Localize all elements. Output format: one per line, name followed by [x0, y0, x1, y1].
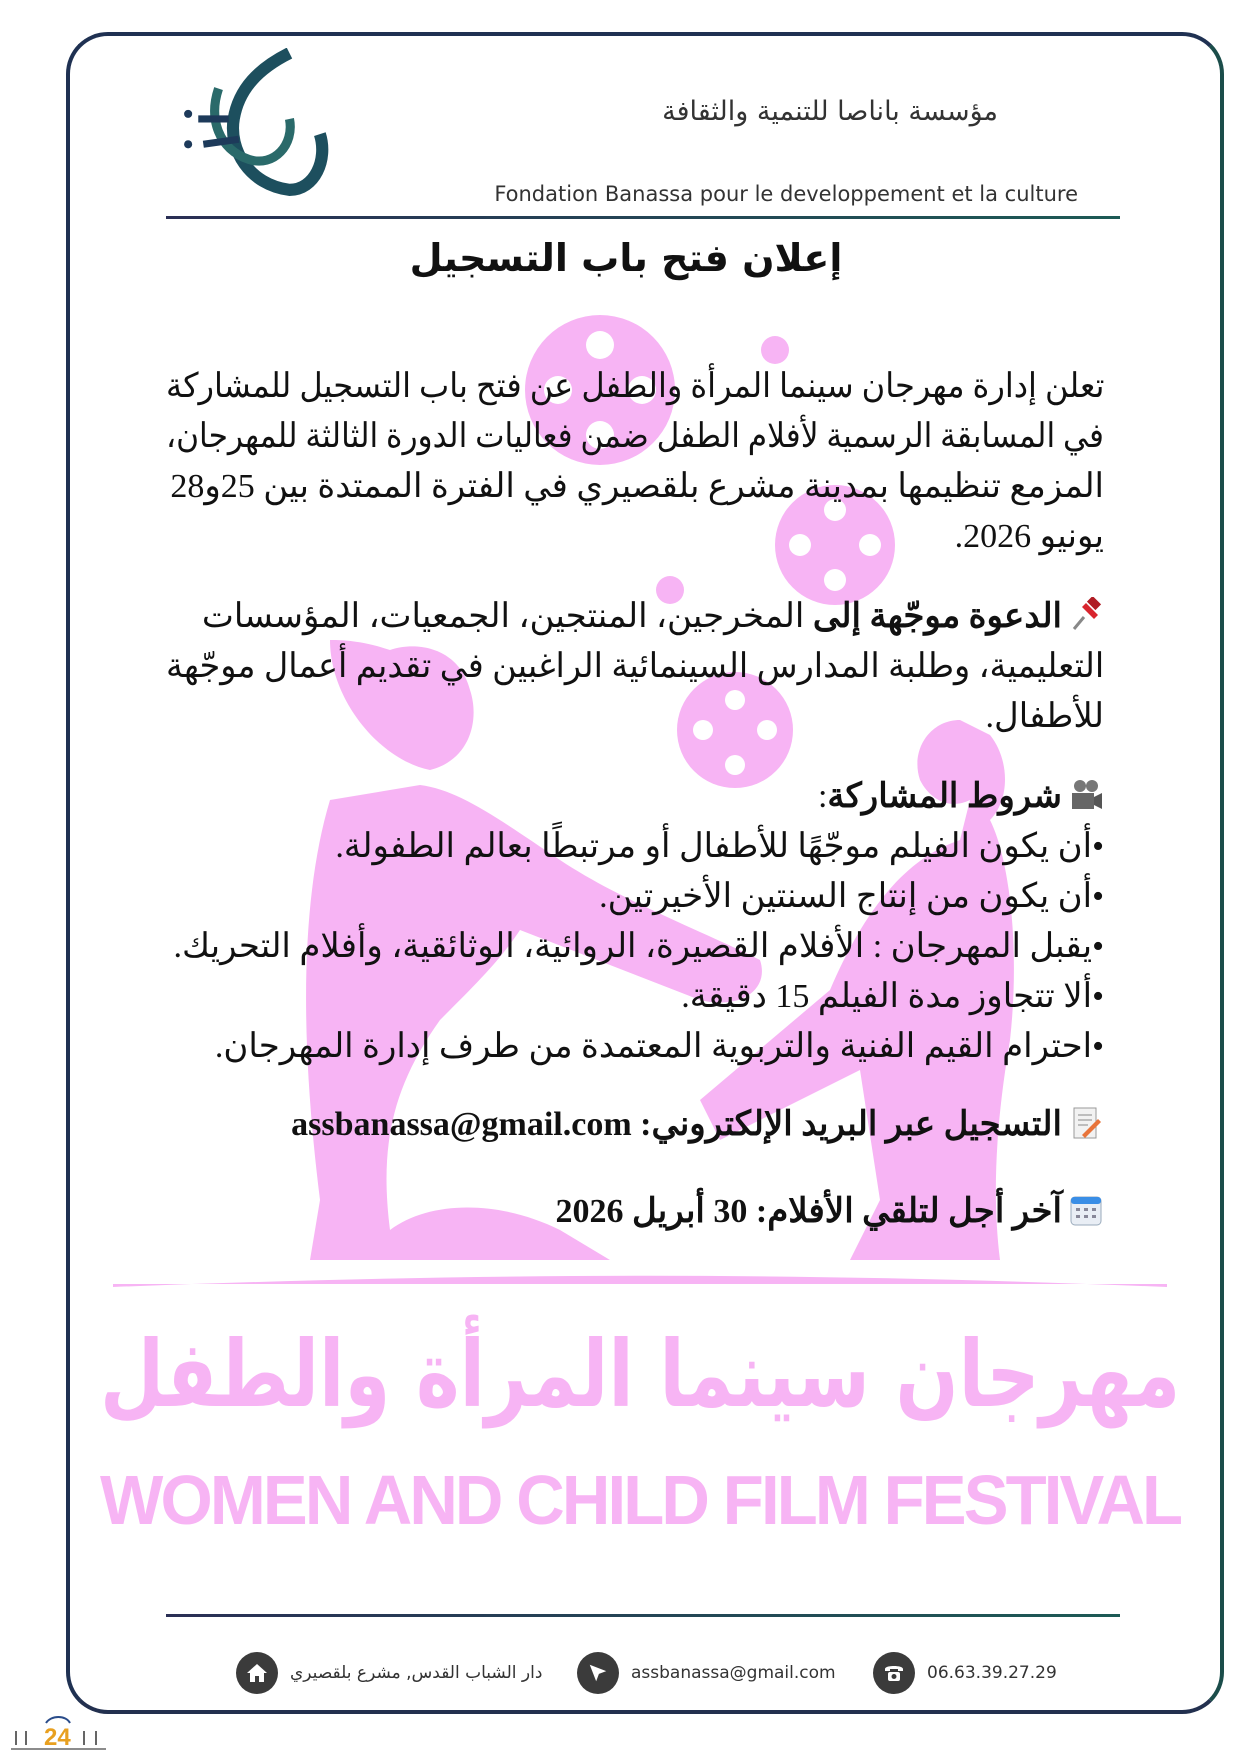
deadline-content: [556, 1187, 1105, 1237]
org-name-french-row: [438, 182, 1078, 206]
condition-item: •احترام القيم الفنية والتربوية المعتمدة من طرف إدارة المهرجان.: [214, 1028, 1104, 1065]
condition-item: •ألا تتجاوز مدة الفيلم 15 دقيقة.: [681, 978, 1104, 1015]
footer-email: [577, 1652, 836, 1694]
org-name-french: Fondation Banassa pour le developpement et la culture: [494, 182, 1078, 206]
intro-paragraph: [166, 362, 1104, 562]
condition-item: •أن يكون الفيلم موجّهًا للأطفال أو مرتبطًا بعالم الطفولة.: [335, 828, 1104, 865]
festival-name-arabic: مهرجان سينما المرأة والطفل: [99, 1321, 1181, 1428]
footer-email-text[interactable]: assbanassa@gmail.com: [631, 1663, 836, 1683]
calendar-icon: [1068, 1192, 1104, 1228]
header-divider: [166, 216, 1120, 219]
condition-item: •أن يكون من إنتاج السنتين الأخيرتين.: [599, 878, 1104, 915]
banassa-logo: [178, 48, 330, 200]
pushpin-icon: [1068, 597, 1104, 633]
footer-phone: [873, 1652, 1057, 1694]
memo-icon: [1068, 1105, 1104, 1141]
org-name-arabic: مؤسسة باناصا للتنمية والثقافة: [662, 96, 998, 127]
phone-text: 06.63.39.27.29: [927, 1663, 1057, 1683]
intro-line: يونيو 2026.: [954, 518, 1104, 555]
invitation-first-line: [202, 592, 1104, 642]
deadline-line: [166, 1187, 1104, 1237]
phone-icon: [873, 1652, 915, 1694]
send-icon: [577, 1652, 619, 1694]
registration-email[interactable]: assbanassa@gmail.com: [291, 1106, 632, 1143]
registration-line: [166, 1100, 1104, 1150]
page-title-row: [166, 236, 1086, 286]
deadline-date: 30 أبريل 2026: [555, 1193, 748, 1230]
festival-name-english-row: [100, 1462, 1180, 1538]
film-camera-icon: [1068, 777, 1104, 813]
invitation-paragraph: [166, 592, 1104, 742]
invitation-line: للأطفال.: [985, 698, 1104, 735]
conditions-section: [166, 772, 1104, 1072]
footer-divider: [166, 1614, 1120, 1617]
conditions-heading-line: [818, 772, 1104, 822]
intro-line: تعلن إدارة مهرجان سينما المرأة والطفل عن فتح باب التسجيل للمشاركة: [165, 368, 1104, 405]
invitation-bold: الدعوة موجّهة إلى: [812, 598, 1062, 635]
org-name-arabic-row: [400, 96, 998, 136]
home-icon: [236, 1652, 278, 1694]
intro-line: في المسابقة الرسمية لأفلام الطفل ضمن فعاليات الدورة الثالثة للمهرجان،: [166, 418, 1104, 455]
page-title: إعلان فتح باب التسجيل: [409, 236, 843, 280]
intro-line: المزمع تنظيمها بمدينة مشرع بلقصيري في الفترة الممتدة بين 25و28: [170, 468, 1104, 505]
site-watermark: [6, 1715, 116, 1755]
address-text: دار الشباب القدس, مشرع بلقصيري: [290, 1663, 543, 1683]
festival-name-arabic-row: [100, 1315, 1180, 1435]
deadline-label: آخر أجل لتلقي الأفلام:: [755, 1193, 1062, 1230]
conditions-heading-colon: :: [817, 778, 828, 815]
condition-item: •يقبل المهرجان : الأفلام القصيرة، الروائية، الوثائقية، وأفلام التحريك.: [173, 928, 1104, 965]
conditions-heading: شروط المشاركة: [827, 778, 1062, 815]
invitation-line: التعليمية، وطلبة المدارس السينمائية الراغبين في تقديم أعمال موجّهة: [165, 648, 1104, 685]
svg-text:24: 24: [44, 1724, 71, 1751]
festival-name-english: WOMEN AND CHILD FILM FESTIVAL: [99, 1461, 1181, 1539]
invitation-text: المخرجين، المنتجين، الجمعيات، المؤسسات: [201, 598, 813, 635]
footer-address: [236, 1652, 542, 1694]
registration-label: التسجيل عبر البريد الإلكتروني:: [640, 1106, 1062, 1143]
registration-content: [291, 1100, 1104, 1150]
